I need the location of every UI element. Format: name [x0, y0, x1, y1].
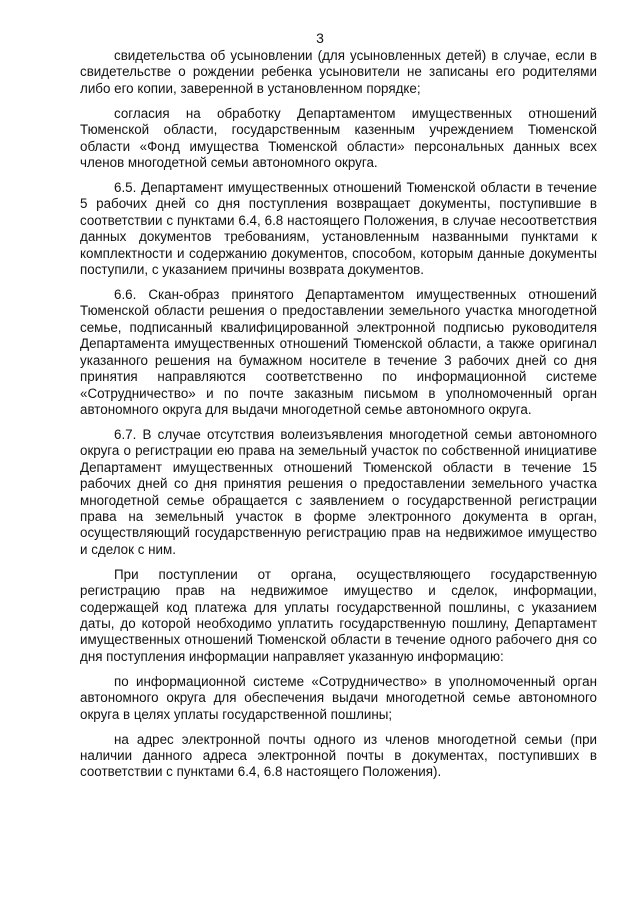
paragraph-state-fee-information: При поступлении от органа, осуществляющего государственную регистрацию прав на недвижимое имущество и сделок, информации, содержащей код платежа для уплаты государственной пошлины, с указанием даты, до которой необходимо уплатить государственную пошлину, Департамент имущественных отношений Тюменской области в течение одного рабочего дня со дня поступления информации направляет указанную информацию:: [80, 566, 597, 664]
document-body: [80, 48, 597, 789]
paragraph-clause-6-5: 6.5. Департамент имущественных отношений Тюменской области в течение 5 рабочих дней со дня поступления возвращает документы, поступившие в соответствии с пунктами 6.4, 6.8 настоящего Положения, в случае несоответствия данных документов требованиям, установленным названными пунктами к комплектности и содержанию документов, способом, которым данные документы поступили, с указанием причины возврата документов.: [80, 180, 597, 278]
paragraph-adoption-certificate: свидетельства об усыновлении (для усыновленных детей) в случае, если в свидетельстве о рождении ребенка усыновители не записаны его родителями либо его копии, заверенной в установленном порядке;: [80, 48, 597, 96]
paragraph-clause-6-7: 6.7. В случае отсутствия волеизъявления многодетной семьи автономного округа о регистрации ею права на земельный участок по собственной инициативе Департамент имущественных отношений Тюменской области в течение 15 рабочих дней со дня принятия решения о предоставлении земельного участка многодетной семье обращается с заявлением о государственной регистрации права на земельный участок в форме электронного документа в орган, осуществляющий государственную регистрацию прав на недвижимое имущество и сделок с ним.: [80, 426, 597, 557]
paragraph-cooperation-system: по информационной системе «Сотрудничество» в уполномоченный орган автономного округа для обеспечения выдачи многодетной семье автономного округа в целях уплаты государственной пошлины;: [80, 673, 597, 722]
paragraph-personal-data-consent: согласия на обработку Департаментом имущественных отношений Тюменской области, государственным казенным учреждением Тюменской области «Фонд имущества Тюменской области» персональных данных всех членов многодетной семьи автономного округа.: [80, 105, 597, 171]
paragraph-email-delivery: на адрес электронной почты одного из членов многодетной семьи (при наличии данного адреса электронной почты в документах, поступивших в соответствии с пунктами 6.4, 6.8 настоящего Положения).: [80, 731, 597, 780]
page-number: 3: [316, 30, 324, 46]
paragraph-clause-6-6: 6.6. Скан-образ принятого Департаментом имущественных отношений Тюменской области решения о предоставлении земельного участка многодетной семье, подписанный квалифицированной электронной подписью руководителя Департамента имущественных отношений Тюменской области, а также оригинал указанного решения на бумажном носителе в течение 3 рабочих дней со дня принятия направляются соответственно по информационной системе «Сотрудничество» и по почте заказным письмом в уполномоченный орган автономного округа для выдачи многодетной семье автономного округа.: [80, 287, 597, 417]
